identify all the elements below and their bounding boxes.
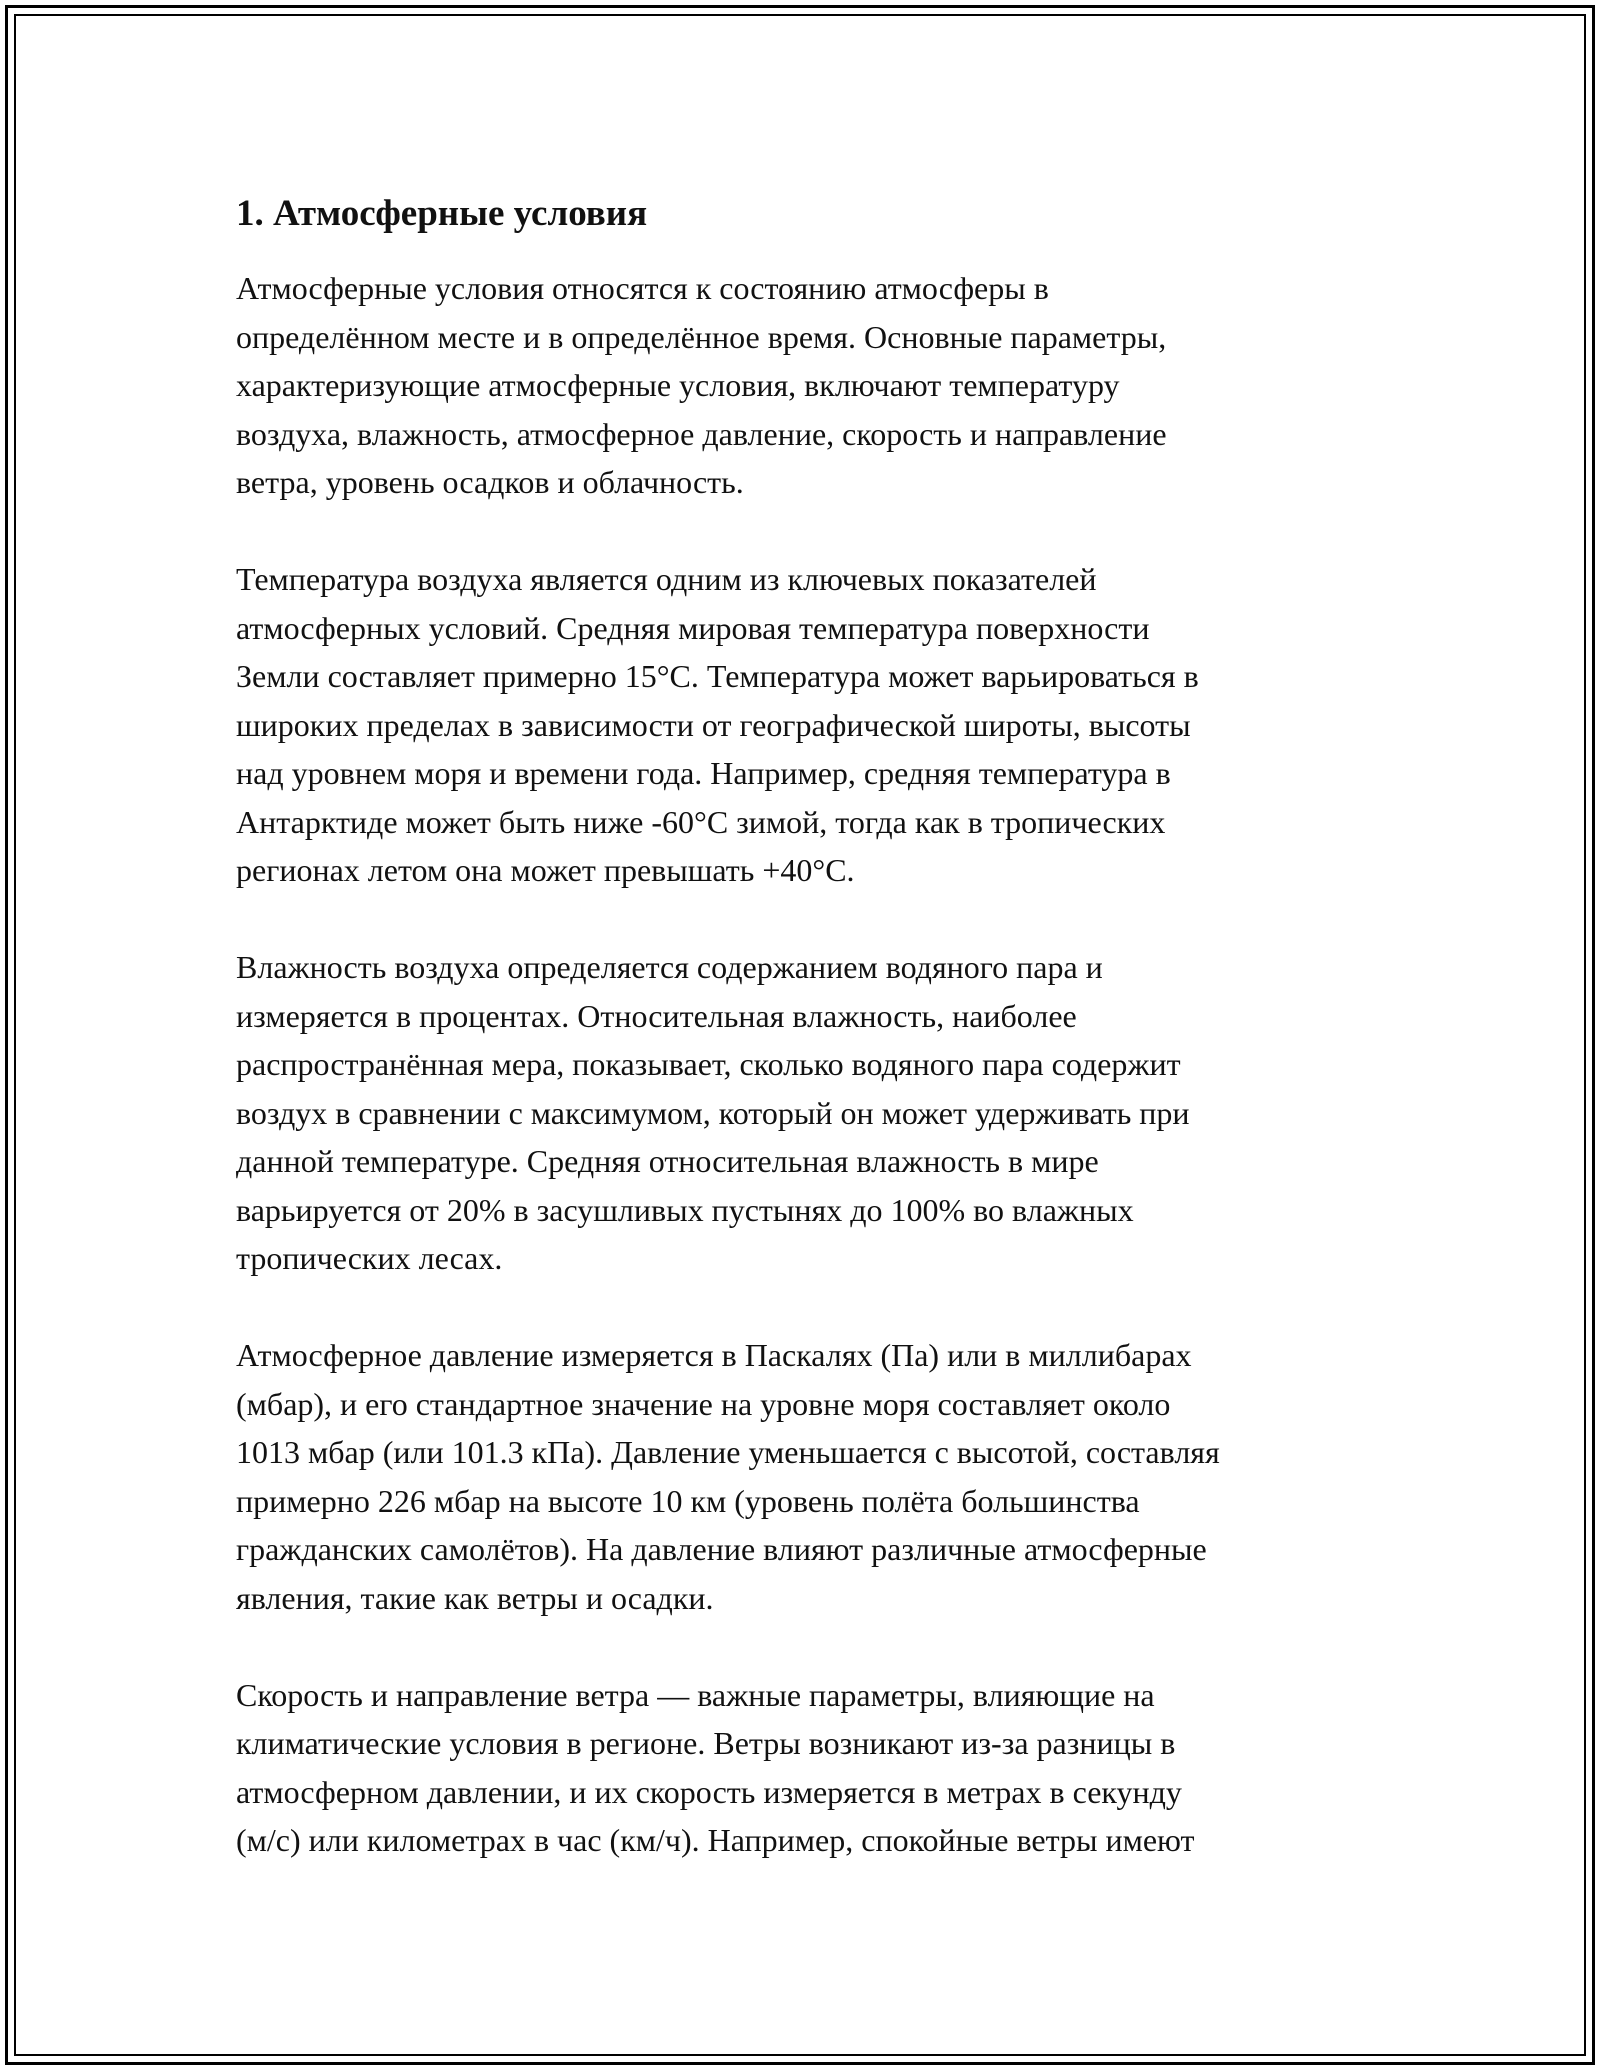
text-line: воздух в сравнении с максимумом, который он может удерживать при	[236, 1094, 1190, 1131]
text-line: гражданских самолётов). На давление влияют различные атмосферные	[236, 1531, 1207, 1567]
text-line: регионах летом она может превышать +40°C.	[236, 852, 855, 888]
text-line: Антарктиде может быть ниже -60°C зимой, тогда как в тропических	[236, 803, 1166, 840]
text-line: Земли составляет примерно 15°C. Температура может варьироваться в	[236, 658, 1199, 694]
text-line: Атмосферное давление измеряется в Паскалях (Па) или в миллибарах	[236, 1337, 1192, 1373]
text-line: атмосферном давлении, и их скорость измеряется в метрах в секунду	[236, 1773, 1182, 1810]
text-line: Влажность воздуха определяется содержанием водяного пара и	[236, 949, 1103, 985]
text-line: атмосферных условий. Средняя мировая температура поверхности	[236, 609, 1150, 646]
text-line: определённом месте и в определённое время. Основные параметры,	[236, 318, 1167, 355]
text-line: распространённая мера, показывает, сколько водяного пара содержит	[236, 1046, 1181, 1082]
text-line: ветра, уровень осадков и облачность.	[236, 464, 744, 500]
text-line: (мбар), и его стандартное значение на уровне моря составляет около	[236, 1385, 1171, 1422]
text-line: Атмосферные условия относятся к состоянию атмосферы в	[236, 270, 1049, 306]
paragraph-pressure	[236, 1331, 1376, 1622]
text-line: (м/с) или километрах в час (км/ч). Например, спокойные ветры имеют	[236, 1822, 1195, 1858]
paragraph-wind	[236, 1671, 1376, 1865]
text-line: тропических лесах.	[236, 1240, 503, 1276]
text-line: измеряется в процентах. Относительная влажность, наиболее	[236, 997, 1077, 1034]
text-line: климатические условия в регионе. Ветры возникают из-за разницы в	[236, 1725, 1176, 1761]
paragraph-intro	[236, 264, 1376, 507]
text-line: воздуха, влажность, атмосферное давление, скорость и направление	[236, 415, 1167, 452]
text-line: 1013 мбар (или 101.3 кПа). Давление уменьшается с высотой, составляя	[236, 1434, 1220, 1470]
text-line: Скорость и направление ветра — важные параметры, влияющие на	[236, 1676, 1155, 1713]
text-line: данной температуре. Средняя относительная влажность в мире	[236, 1143, 1099, 1179]
text-line: над уровнем моря и времени года. Например, средняя температура в	[236, 755, 1171, 791]
text-line: широких пределах в зависимости от географической широты, высоты	[236, 706, 1191, 743]
paragraph-humidity	[236, 943, 1376, 1283]
text-line: характеризующие атмосферные условия, включают температуру	[236, 367, 1120, 403]
text-line: варьируется от 20% в засушливых пустынях до 100% во влажных	[236, 1191, 1134, 1228]
text-line: примерно 226 мбар на высоте 10 км (уровень полёта большинства	[236, 1482, 1140, 1519]
section-title: 1. Атмосферные условия	[236, 193, 648, 234]
text-line: Температура воздуха является одним из ключевых показателей	[236, 561, 1097, 597]
text-line: явления, такие как ветры и осадки.	[236, 1579, 714, 1616]
document-body	[236, 190, 1376, 1913]
paragraph-temperature	[236, 555, 1376, 895]
